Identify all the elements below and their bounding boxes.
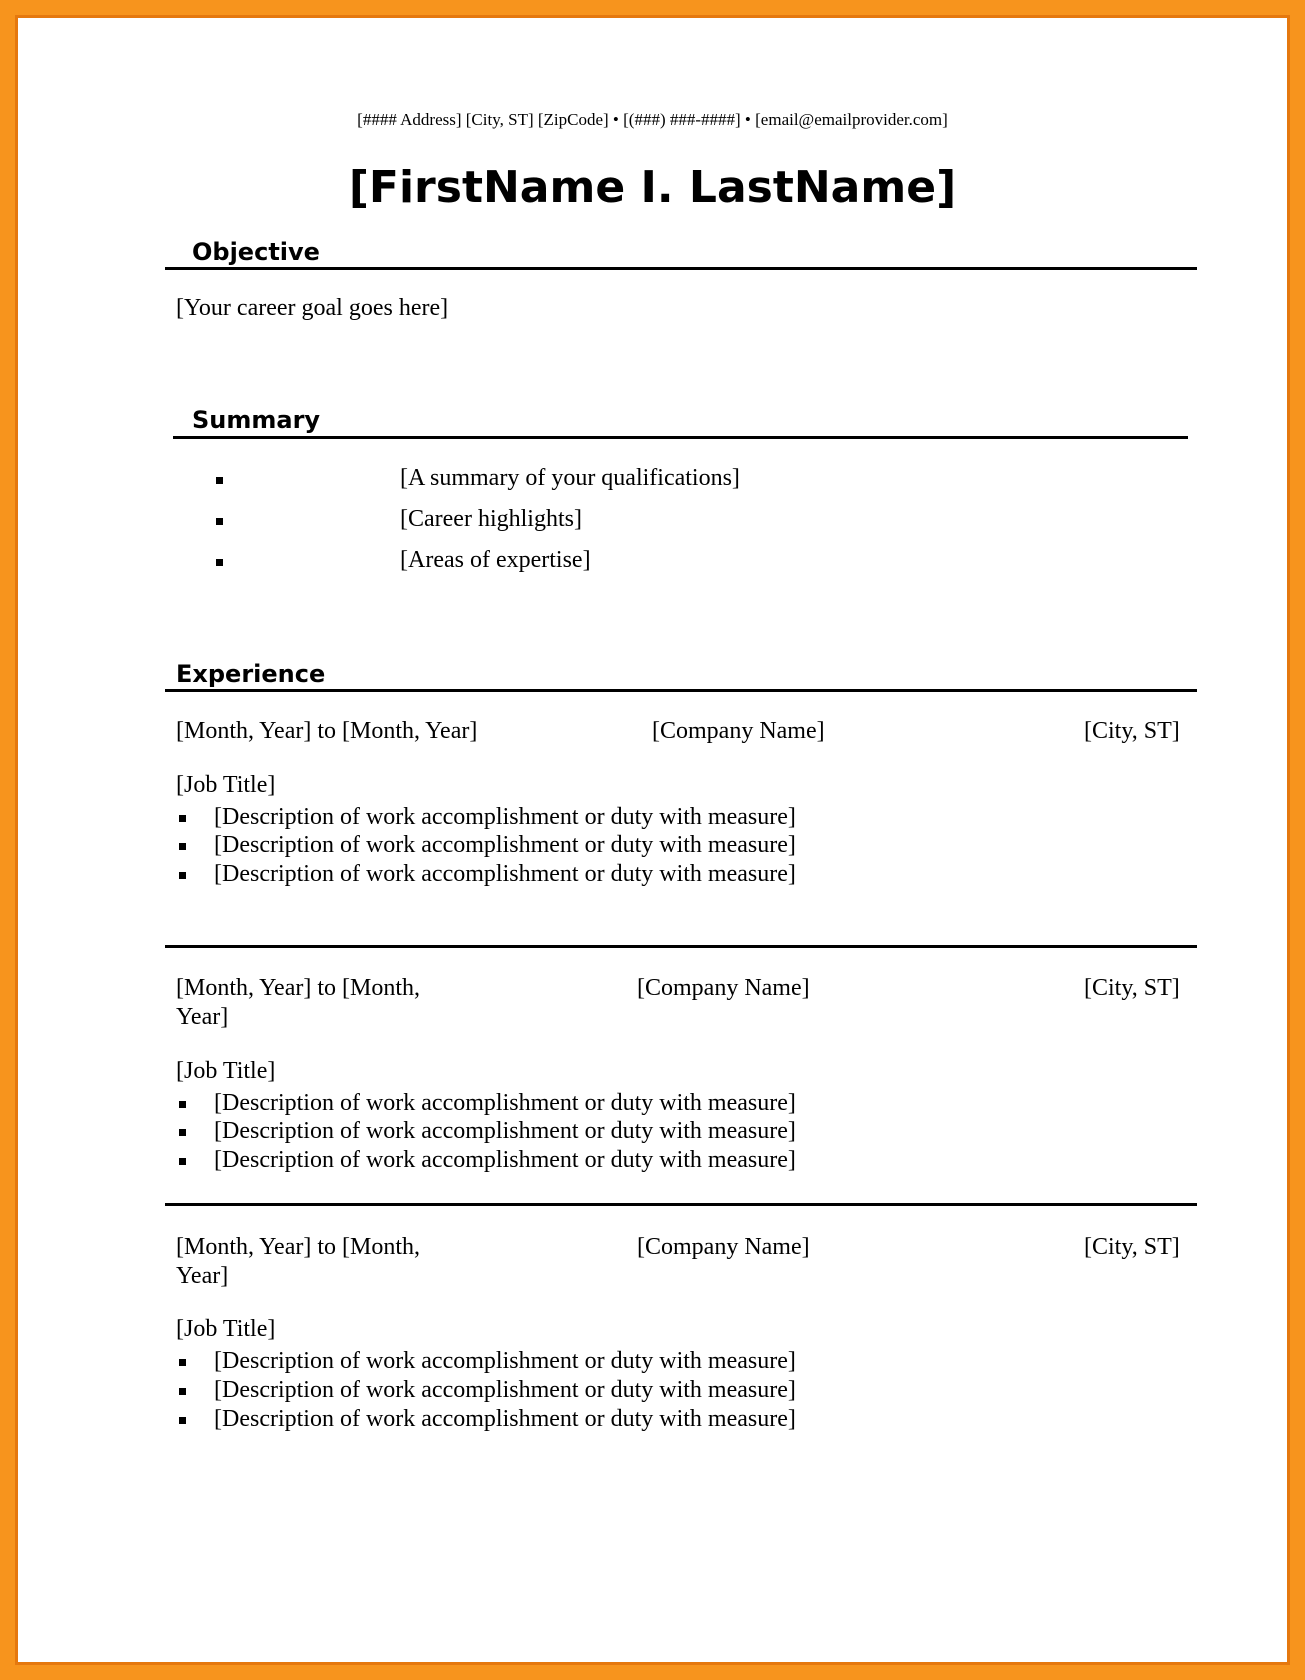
job-divider <box>165 1203 1197 1206</box>
job-dates: [Month, Year] to [Month, Year] <box>176 718 478 744</box>
job-duty: [Description of work accomplishment or duty with measure] <box>214 861 796 887</box>
bullet-icon <box>179 815 186 822</box>
job-duty: [Description of work accomplishment or duty with measure] <box>214 1348 796 1374</box>
bullet-icon <box>216 477 223 484</box>
applicant-name: [FirstName I. LastName] <box>348 162 957 213</box>
job-company: [Company Name] <box>637 975 810 1001</box>
job-location: [City, ST] <box>1084 718 1180 744</box>
job-company: [Company Name] <box>637 1234 810 1260</box>
objective-heading: Objective <box>192 238 320 266</box>
job-duty: [Description of work accomplishment or duty with measure] <box>214 804 796 830</box>
summary-rule <box>173 436 1188 439</box>
contact-line: [#### Address] [City, ST] [ZipCode] • [(###) ###-####] • [email@emailprovider.com] <box>357 110 948 129</box>
experience-rule <box>165 689 1197 692</box>
job-duty: [Description of work accomplishment or duty with measure] <box>214 1118 796 1144</box>
summary-item: [Career highlights] <box>400 506 582 532</box>
job-duty: [Description of work accomplishment or duty with measure] <box>214 1377 796 1403</box>
job-title: [Job Title] <box>176 1316 276 1342</box>
summary-item: [A summary of your qualifications] <box>400 465 740 491</box>
job-duty: [Description of work accomplishment or duty with measure] <box>214 1147 796 1173</box>
job-dates: Year] <box>176 1004 229 1030</box>
bullet-icon <box>216 559 223 566</box>
objective-text: [Your career goal goes here] <box>176 295 449 321</box>
job-dates: [Month, Year] to [Month, <box>176 1234 420 1260</box>
bullet-icon <box>179 872 186 879</box>
job-title: [Job Title] <box>176 1058 276 1084</box>
job-duty: [Description of work accomplishment or duty with measure] <box>214 832 796 858</box>
bullet-icon <box>179 1129 186 1136</box>
experience-heading: Experience <box>176 660 326 688</box>
job-title: [Job Title] <box>176 772 276 798</box>
job-divider <box>165 945 1197 948</box>
job-location: [City, ST] <box>1084 975 1180 1001</box>
bullet-icon <box>216 518 223 525</box>
bullet-icon <box>179 1158 186 1165</box>
summary-item: [Areas of expertise] <box>400 547 591 573</box>
bullet-icon <box>179 1101 186 1108</box>
objective-rule <box>165 267 1197 270</box>
summary-heading: Summary <box>192 406 321 434</box>
bullet-icon <box>179 1388 186 1395</box>
bullet-icon <box>179 1359 186 1366</box>
bullet-icon <box>179 843 186 850</box>
job-company: [Company Name] <box>652 718 825 744</box>
job-duty: [Description of work accomplishment or duty with measure] <box>214 1090 796 1116</box>
bullet-icon <box>179 1417 186 1424</box>
job-dates: [Month, Year] to [Month, <box>176 975 420 1001</box>
job-dates: Year] <box>176 1263 229 1289</box>
job-duty: [Description of work accomplishment or duty with measure] <box>214 1406 796 1432</box>
job-location: [City, ST] <box>1084 1234 1180 1260</box>
